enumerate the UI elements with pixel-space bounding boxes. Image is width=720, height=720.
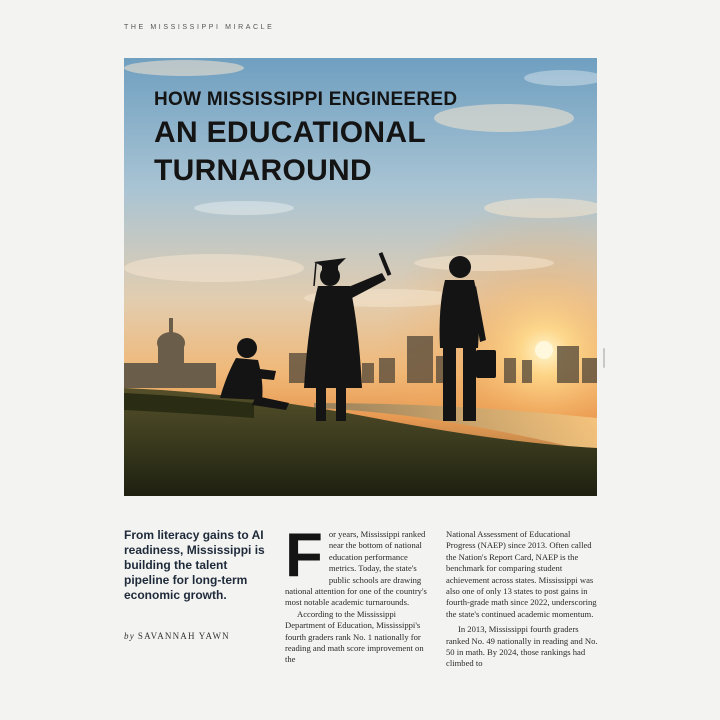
title-line-1: HOW MISSISSIPPI ENGINEERED [154,89,458,110]
scroll-indicator [603,348,605,368]
section-header: THE MISSISSIPPI MIRACLE [124,24,275,31]
paragraph-2: According to the Mississippi Department of Education, Mississippi's fourth graders rank No. 1 nationally for reading and math score improvement on the [285,608,424,665]
hero-image [124,58,597,496]
paragraph-3: In 2013, Mississippi fourth graders ranked No. 49 nationally in reading and No. 50 in math. By 2024, those rankings had climbed to [446,624,598,669]
byline [124,631,230,641]
paragraph-1 [285,521,433,609]
byline-prefix: by [124,631,135,641]
drop-cap: F [285,521,323,590]
title-line-3: TURNAROUND [154,154,372,187]
title-line-2: AN EDUCATIONAL [154,116,426,149]
article-deck: From literacy gains to AI readiness, Mississippi is building the talent pipeline for long-term economic growth. [124,528,265,602]
article-title [154,90,457,186]
paragraph-1-text: or years, Mississippi ranked near the bottom of national education performance metrics. Today, the state's public schools are drawing national attention for one of the country's most notable academic turnarounds. [285,529,427,608]
paragraph-2-continued: National Assessment of Educational Progress (NAEP) since 2013. Often called the Nation's Report Card, NAEP is the benchmark for comparing student achievement across states. Mississippi was also one of only 13 states to post gains in fourth-grade math since 2022, underscoring the state's continued academic momentum. [446,529,597,619]
author-name: SAVANNAH YAWN [137,631,230,641]
body-column-1 [285,521,433,666]
body-column-2 [446,529,598,670]
